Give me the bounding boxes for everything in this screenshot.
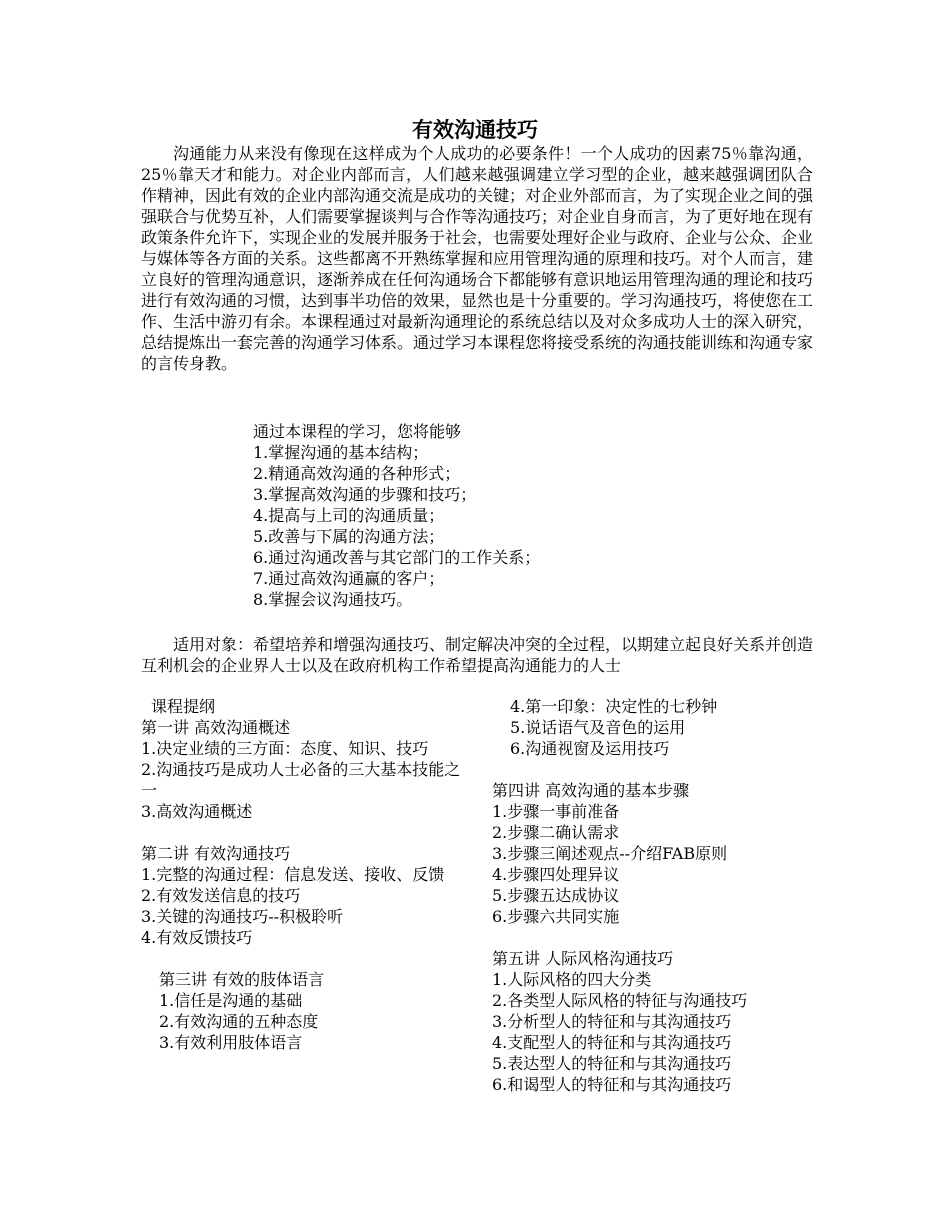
- lecture1-title: 第一讲 高效沟通概述: [141, 718, 291, 737]
- outline-heading: 课程提纲: [151, 697, 216, 716]
- lecture-item: 1.人际风格的四大分类: [492, 970, 652, 989]
- lecture3-title: 第三讲 有效的肢体语言: [159, 970, 325, 989]
- lecture4-title: 第四讲 高效沟通的基本步骤: [492, 781, 690, 800]
- lecture5-items: [492, 969, 822, 1095]
- objective-item: 7.通过高效沟通赢的客户；: [253, 569, 445, 588]
- objectives-list: [253, 421, 713, 610]
- objective-item: 2.精通高效沟通的各种形式；: [253, 464, 461, 483]
- audience-paragraph: 适用对象：希望培养和增强沟通技巧、制定解决冲突的全过程，以期建立起良好关系并创造互利机会的企业界人士以及在政府机构工作希望提高沟通能力的人士: [141, 635, 814, 675]
- lecture-item: 2.有效沟通的五种态度: [159, 1012, 319, 1031]
- lecture-item: 6.步骤六共同实施: [492, 907, 620, 926]
- lecture-item: 4.步骤四处理异议: [492, 865, 620, 884]
- lecture-item: 2.各类型人际风格的特征与沟通技巧: [492, 991, 748, 1010]
- lecture-item: 1.步骤一事前准备: [492, 802, 620, 821]
- lecture3-items-part2: [492, 696, 822, 759]
- document-title: 有效沟通技巧: [412, 117, 538, 142]
- lecture-item: 3.关键的沟通技巧--积极聆听: [141, 907, 344, 926]
- lecture-item: 2.有效发送信息的技巧: [141, 886, 301, 905]
- lecture-item: 5.步骤五达成协议: [492, 886, 620, 905]
- lecture-item: 1.决定业绩的三方面：态度、知识、技巧: [141, 739, 429, 758]
- objective-item: 1.掌握沟通的基本结构；: [253, 443, 429, 462]
- lecture1-items: [141, 738, 466, 822]
- objective-item: 3.掌握高效沟通的步骤和技巧；: [253, 485, 477, 504]
- lecture-item: 3.高效沟通概述: [141, 802, 253, 821]
- lecture-item: 2.步骤二确认需求: [492, 823, 620, 842]
- lecture-item: 5.表达型人的特征和与其沟通技巧: [492, 1054, 732, 1073]
- lecture-item: 4.支配型人的特征和与其沟通技巧: [492, 1033, 732, 1052]
- lecture-item: 3.分析型人的特征和与其沟通技巧: [492, 1012, 732, 1031]
- lecture-item: 1.信任是沟通的基础: [159, 991, 303, 1010]
- lecture-item: 6.和谒型人的特征和与其沟通技巧: [492, 1075, 732, 1094]
- lecture2-title: 第二讲 有效沟通技巧: [141, 844, 291, 863]
- lecture3-items-part1: [141, 990, 466, 1053]
- lecture-item: 3.步骤三阐述观点--介绍FAB原则: [492, 844, 728, 863]
- lecture2-items: [141, 864, 466, 948]
- lecture-item: 4.有效反馈技巧: [141, 928, 253, 947]
- intro-paragraph: 沟通能力从来没有像现在这样成为个人成功的必要条件！一个人成功的因素75％靠沟通，25％靠天才和能力。对企业内部而言，人们越来越强调建立学习型的企业，越来越强调团队合作精神，因此有效的企业内部沟通交流是成功的关键；对企业外部而言，为了实现企业之间的强强联合与优势互补，人们需要掌握谈判与合作等沟通技巧；对企业自身而言，为了更好地在现有政策条件允许下，实现企业的发展并服务于社会，也需要处理好企业与政府、企业与公众、企业与媒体等各方面的关系。这些都离不开熟练掌握和应用管理沟通的原理和技巧。对个人而言，建立良好的管理沟通意识，逐渐养成在任何沟通场合下都能够有意识地运用管理沟通的理论和技巧进行有效沟通的习惯，达到事半功倍的效果，显然也是十分重要的。学习沟通技巧，将使您在工作、生活中游刃有余。本课程通过对最新沟通理论的系统总结以及对众多成功人士的深入研究，总结提炼出一套完善的沟通学习体系。通过学习本课程您将接受系统的沟通技能训练和沟通专家的言传身教。: [141, 144, 814, 373]
- objective-item: 4.提高与上司的沟通质量；: [253, 506, 445, 525]
- objectives-heading: 通过本课程的学习，您将能够: [253, 422, 462, 441]
- lecture-item: 6.沟通视窗及运用技巧: [510, 739, 670, 758]
- lecture4-items: [492, 801, 822, 927]
- lecture-item: 4.第一印象：决定性的七秒钟: [510, 697, 718, 716]
- lecture-item: 2.沟通技巧是成功人士必备的三大基本技能之一: [141, 760, 461, 800]
- lecture-item: 5.说话语气及音色的运用: [510, 718, 686, 737]
- objective-item: 6.通过沟通改善与其它部门的工作关系；: [253, 548, 541, 567]
- outline-left-column: [141, 696, 466, 1053]
- objective-item: 8.掌握会议沟通技巧。: [253, 590, 413, 609]
- outline-right-column: [492, 696, 822, 1095]
- objective-item: 5.改善与下属的沟通方法；: [253, 527, 445, 546]
- lecture-item: 1.完整的沟通过程：信息发送、接收、反馈: [141, 865, 445, 884]
- lecture-item: 3.有效利用肢体语言: [159, 1033, 303, 1052]
- lecture5-title: 第五讲 人际风格沟通技巧: [492, 949, 674, 968]
